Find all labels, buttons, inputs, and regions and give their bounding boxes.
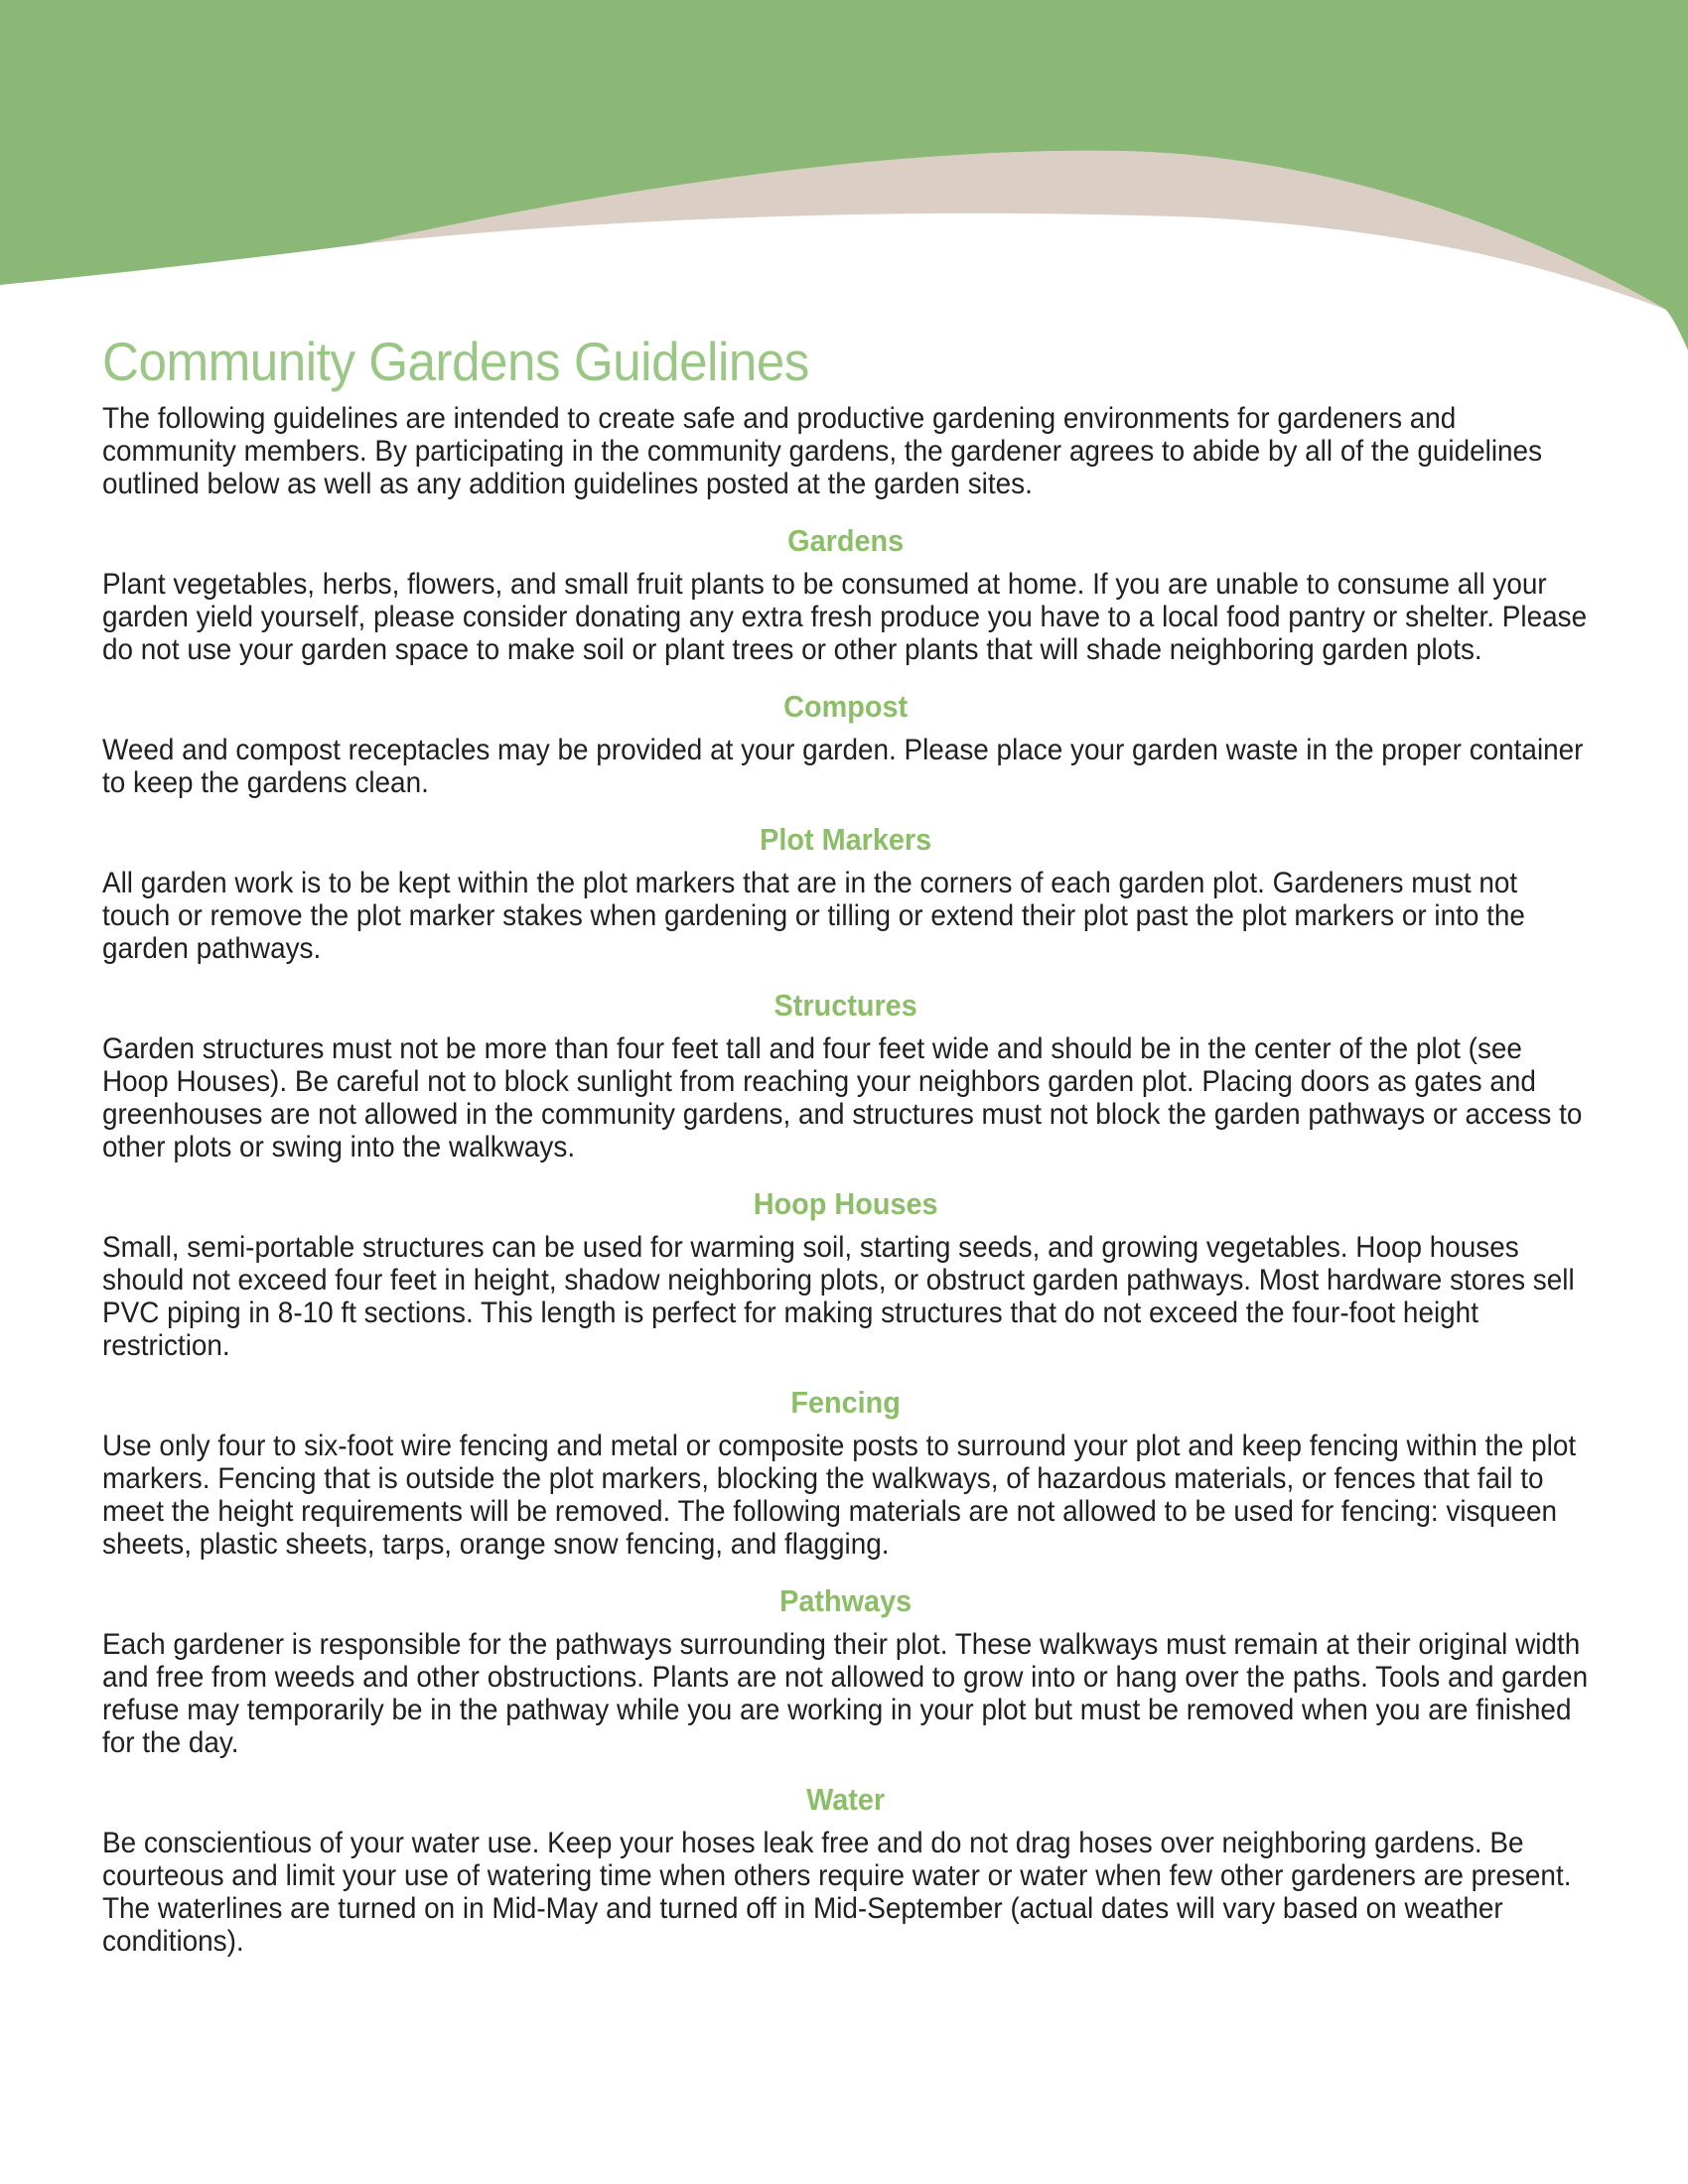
section-body-hoop-houses: Small, semi-portable structures can be used for warming soil, starting seeds, and growing vegetables. Hoop houses should not exceed four feet in height, shadow neighboring plots, or obstruct garden pathways. Most hardware stores sell PVC piping in 8-10 ft sections. This length is perfect for making structures that do not exceed the four-foot height restriction. <box>102 1231 1575 1362</box>
section-heading-compost: Compost <box>783 689 909 724</box>
section-heading-fencing: Fencing <box>790 1385 901 1420</box>
section-heading-gardens: Gardens <box>787 523 905 558</box>
document-content <box>102 331 1589 1958</box>
intro-paragraph: The following guidelines are intended to create safe and productive gardening environments for gardeners and community members. By participating in the community gardens, the gardener agrees to abide by all of the guidelines outlined below as well as any addition guidelines posted at the garden sites. <box>102 402 1543 500</box>
section-body-compost: Weed and compost receptacles may be provided at your garden. Please place your garden waste in the proper container to keep the gardens clean. <box>102 734 1584 799</box>
section-heading-structures: Structures <box>774 988 917 1023</box>
section-heading-hoop-houses: Hoop Houses <box>753 1186 938 1221</box>
section-heading-plot-markers: Plot Markers <box>760 822 932 857</box>
section-heading-water: Water <box>806 1782 886 1817</box>
section-body-pathways: Each gardener is responsible for the pathways surrounding their plot. These walkways must remain at their original width and free from weeds and other obstructions. Plants are not allowed to grow into or hang over the paths. Tools and garden refuse may temporarily be in the pathway while you are working in your plot but must be removed when you are finished for the day. <box>102 1628 1589 1759</box>
section-body-structures: Garden structures must not be more than four feet tall and four feet wide and should be in the center of the plot (see Hoop Houses). Be careful not to block sunlight from reaching your neighbors garden plot. Placing doors as gates and greenhouses are not allowed in the community gardens, and structures must not block the garden pathways or access to other plots or swing into the walkways. <box>102 1032 1583 1163</box>
section-body-water: Be conscientious of your water use. Keep your hoses leak free and do not drag hoses over neighboring gardens. Be courteous and limit your use of watering time when others require water or water when few other gardeners are present. The waterlines are turned on in Mid-May and turned off in Mid-September (actual dates will vary based on weather conditions). <box>102 1827 1572 1958</box>
section-body-gardens: Plant vegetables, herbs, flowers, and small fruit plants to be consumed at home. If you are unable to consume all your garden yield yourself, please consider donating any extra fresh produce you have to a local food pantry or shelter. Please do not use your garden space to make soil or plant trees or other plants that will shade neighboring garden plots. <box>102 568 1588 666</box>
section-body-fencing: Use only four to six-foot wire fencing and metal or composite posts to surround your plot and keep fencing within the plot markers. Fencing that is outside the plot markers, blocking the walkways, of hazardous materials, or fences that fail to meet the height requirements will be removed. The following materials are not allowed to be used for fencing: visqueen sheets, plastic sheets, tarps, orange snow fencing, and flagging. <box>102 1430 1577 1561</box>
page-title: Community Gardens Guidelines <box>102 331 809 392</box>
section-heading-pathways: Pathways <box>779 1583 913 1618</box>
section-body-plot-markers: All garden work is to be kept within the plot markers that are in the corners of each garden plot. Gardeners must not touch or remove the plot marker stakes when gardening or tilling or extend their plot past the plot markers or into the garden pathways. <box>102 867 1525 965</box>
